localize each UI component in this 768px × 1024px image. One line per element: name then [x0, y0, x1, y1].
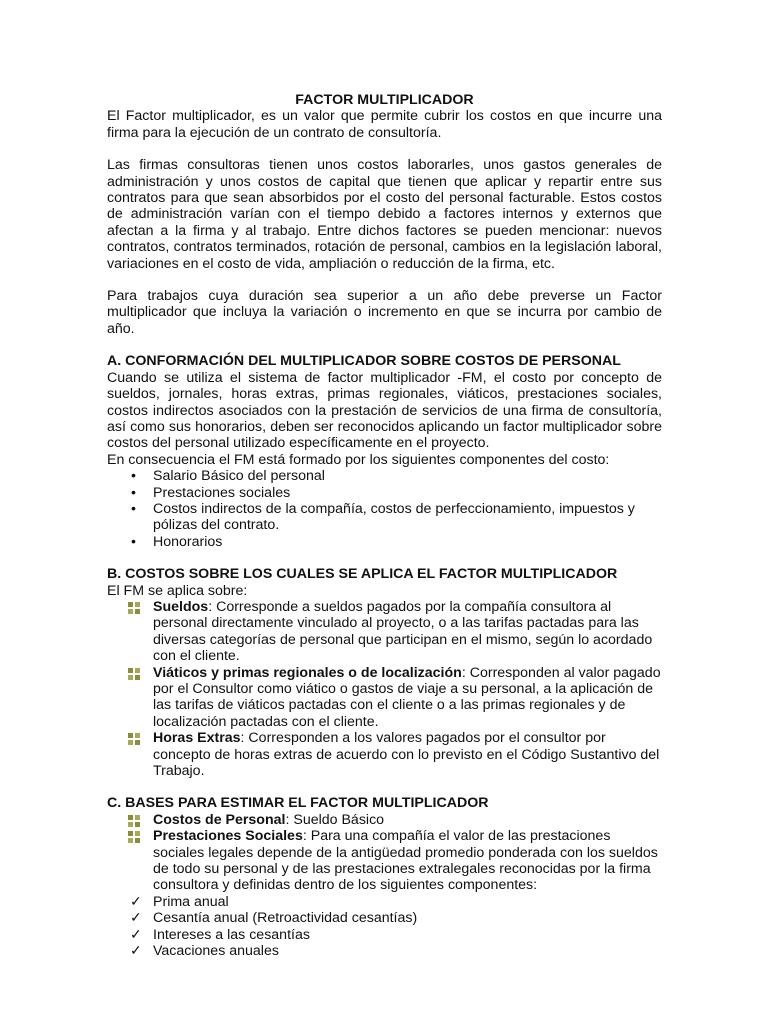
list-item-text: Prestaciones sociales — [153, 484, 291, 501]
item-text: : Corresponden a los valores pagados por el consultor por concepto de horas extras de acuerdo con lo previsto en el Código Sustantivo del Trabajo. — [153, 730, 660, 780]
paragraph-costs: Las firmas consultoras tienen unos costos laborarles, unos gastos generales de administración y unos costos de capital que tienen que aplicar y repartir entre sus contratos para que sean absorbidos por el costo del personal facturable. Estos costos de administración varían con el tiempo debido a factores internos y externos que afectan a la firma y al trabajo. Entre dichos factores se pueden mencionar: nuevos contratos, contratos terminados, rotación de personal, cambios en la legislación laboral, variaciones en el costo de vida, ampliación o reducción de la firma, etc. — [107, 157, 662, 272]
item-text: : Para una compañía el valor de las prestaciones sociales legales depende de la antigüedad promedio ponderada con los sueldos de todo su personal y de las prestaciones extralegales reconocidas por la firma consultora y definidas dentro de los siguientes componentes: — [153, 828, 658, 894]
bullet-icon: • — [131, 484, 136, 501]
item-term: Horas Extras — [153, 730, 241, 747]
list-item — [107, 812, 662, 828]
list-item-text: Costos indirectos de la compañía, costos de perfeccionamiento, impuestos y pólizas del contrato. — [153, 500, 635, 534]
section-a-body: Cuando se utiliza el sistema de factor multiplicador -FM, el costo por concepto de sueldos, jornales, horas extras, primas regionales, viáticos, prestaciones sociales, costos indirectos asociados con la prestación de servicios de una firma de consultoría, así como sus honorarios, deben ser reconocidos aplicando un factor multiplicador sobre costos del personal utilizado específicamente en el proyecto. — [107, 369, 662, 452]
item-text: : Corresponde a sueldos pagados por la compañía consultora al personal directamente vinculado al proyecto, o a las tarifas pactadas para las diversas categorías de personal que participan en el mismo, según lo acordado con el cliente. — [153, 598, 653, 665]
document-content — [107, 92, 662, 960]
section-a-heading: A. CONFORMACIÓN DEL MULTIPLICADOR SOBRE COSTOS DE PERSONAL — [107, 353, 621, 370]
checklist-item — [107, 943, 662, 959]
list-item-text: Honorarios — [153, 533, 223, 550]
section-b-list — [107, 599, 662, 779]
item-text: : Sueldo Básico — [285, 811, 385, 828]
list-item — [107, 485, 662, 501]
checklist-item — [107, 910, 662, 926]
list-item-text: Salario Básico del personal — [153, 468, 325, 485]
checklist-item — [107, 894, 662, 910]
square-bullet-icon — [128, 602, 140, 614]
paragraph-duration: Para trabajos cuya duración sea superior a un año debe preverse un Factor multiplicador que incluya la variación o incremento en que se incurra por cambio de año. — [107, 288, 662, 337]
document-title: FACTOR MULTIPLICADOR — [295, 92, 474, 108]
item-term: Sueldos — [153, 598, 209, 615]
bullet-icon: • — [131, 533, 136, 550]
checkmark-icon: ✓ — [130, 926, 142, 943]
section-c-checklist — [107, 894, 662, 960]
section-a-list — [107, 468, 662, 550]
section-b-heading: B. COSTOS SOBRE LOS CUALES SE APLICA EL FACTOR MULTIPLICADOR — [107, 566, 618, 583]
section-b-lead: El FM se aplica sobre: — [107, 582, 248, 599]
item-text: : Corresponden al valor pagado por el Consultor como viático o gastos de viaje a su personal, a la aplicación de las tarifas de viáticos pactadas con el cliente o a las primas regionales y de localización pactadas con el cliente. — [153, 664, 661, 730]
square-bullet-icon — [128, 831, 140, 843]
list-item — [107, 534, 662, 550]
checklist-item-text: Cesantía anual (Retroactividad cesantías) — [153, 910, 418, 927]
checkmark-icon: ✓ — [130, 893, 142, 910]
list-item — [107, 665, 662, 731]
intro-paragraph: El Factor multiplicador, es un valor que permite cubrir los costos en que incurre una firma para la ejecución de un contrato de consultoría. — [107, 108, 662, 141]
list-item — [107, 501, 662, 534]
list-item — [107, 730, 662, 779]
section-a-lead: En consecuencia el FM está formado por los siguientes componentes del costo: — [107, 451, 610, 468]
checkmark-icon: ✓ — [130, 910, 142, 927]
item-term: Prestaciones Sociales — [153, 828, 303, 845]
list-item — [107, 468, 662, 484]
square-bullet-icon — [128, 668, 140, 680]
checkmark-icon: ✓ — [130, 943, 142, 960]
bullet-icon: • — [131, 500, 136, 517]
item-term: Viáticos y primas regionales o de localización — [153, 664, 462, 681]
checklist-item-text: Intereses a las cesantías — [153, 926, 310, 943]
section-c-list — [107, 812, 662, 894]
list-item — [107, 828, 662, 894]
square-bullet-icon — [128, 733, 140, 745]
checklist-item — [107, 927, 662, 943]
item-term: Costos de Personal — [153, 811, 286, 828]
list-item — [107, 599, 662, 665]
bullet-icon: • — [131, 468, 136, 485]
section-c-heading: C. BASES PARA ESTIMAR EL FACTOR MULTIPLICADOR — [107, 795, 489, 812]
checklist-item-text: Prima anual — [153, 893, 229, 910]
square-bullet-icon — [128, 815, 140, 827]
checklist-item-text: Vacaciones anuales — [153, 943, 279, 960]
